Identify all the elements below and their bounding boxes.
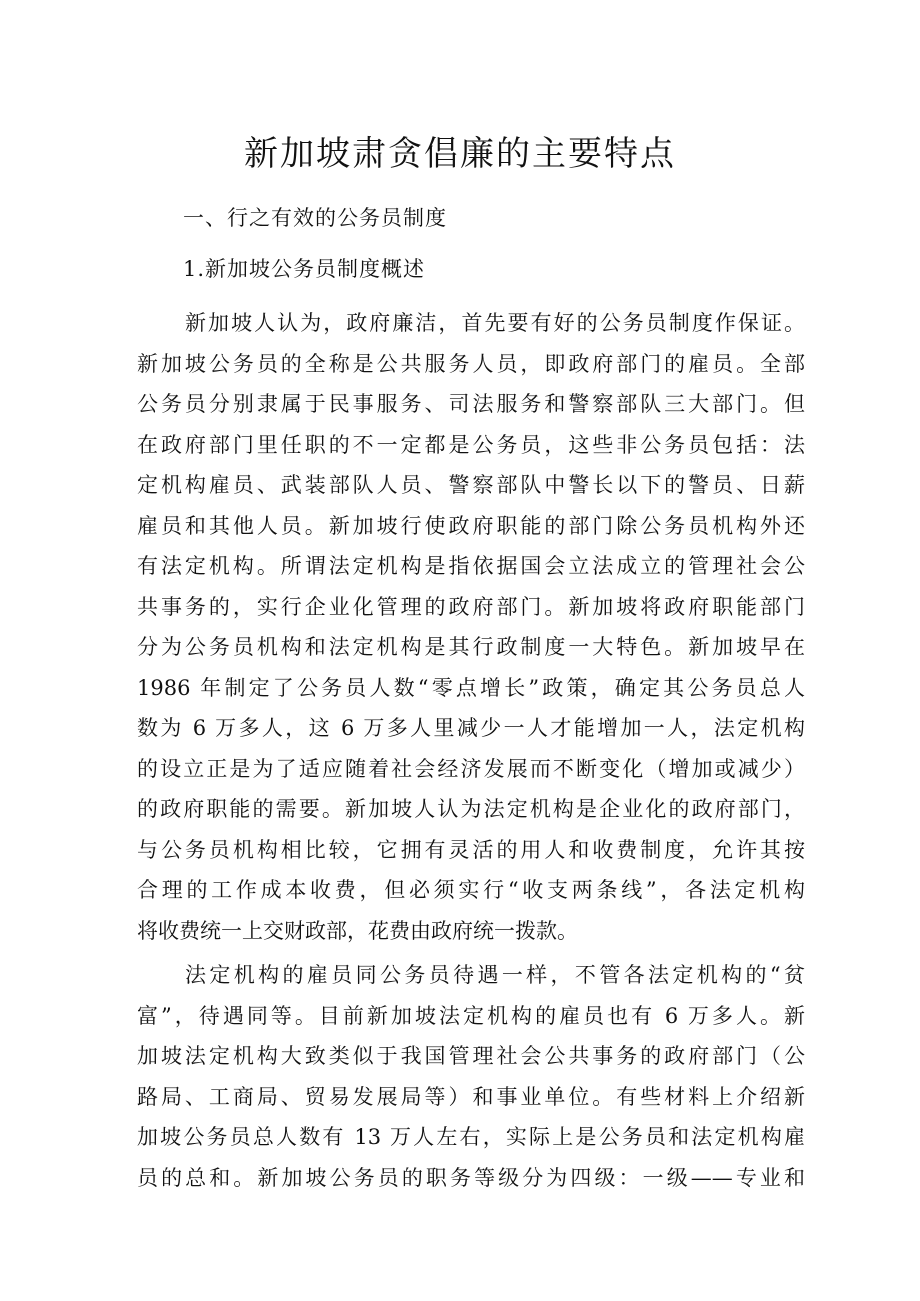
paragraph-line: 富”，待遇同等。目前新加坡法定机构的雇员也有 6 万多人。新 <box>137 1003 805 1028</box>
paragraph-line: 在政府部门里任职的不一定都是公务员，这些非公务员包括：法 <box>137 432 805 457</box>
paragraph-line: 雇员和其他人员。新加坡行使政府职能的部门除公务员机构外还 <box>137 513 805 538</box>
paragraph-line: 新加坡人认为，政府廉洁，首先要有好的公务员制度作保证。 <box>185 311 805 335</box>
paragraph-line: 共事务的，实行企业化管理的政府部门。新加坡将政府职能部门 <box>137 594 805 619</box>
body-paragraph-2 <box>137 955 805 1198</box>
paragraph-line: 路局、工商局、贸易发展局等）和事业单位。有些材料上介绍新 <box>137 1084 805 1109</box>
subsection-heading: 1.新加坡公务员制度概述 <box>183 257 426 281</box>
paragraph-line: 公务员分别隶属于民事服务、司法服务和警察部队三大部门。但 <box>137 392 805 416</box>
paragraph-line: 的设立正是为了适应随着社会经济发展而不断变化（增加或减少） <box>137 756 805 781</box>
paragraph-line: 有法定机构。所谓法定机构是指依据国会立法成立的管理社会公 <box>137 554 805 578</box>
document-title: 新加坡肃贪倡廉的主要特点 <box>244 134 676 174</box>
section-heading: 一、行之有效的公务员制度 <box>183 206 447 230</box>
paragraph-line: 加坡公务员总人数有 13 万人左右，实际上是公务员和法定机构雇 <box>137 1125 805 1149</box>
paragraph-line: 1986 年制定了公务员人数“零点增长”政策，确定其公务员总人 <box>137 675 805 700</box>
paragraph-line: 加坡法定机构大致类似于我国管理社会公共事务的政府部门（公 <box>137 1044 805 1068</box>
paragraph-line: 员的总和。新加坡公务员的职务等级分为四级：一级——专业和 <box>137 1165 805 1190</box>
paragraph-line: 合理的工作成本收费，但必须实行“收支两条线”，各法定机构 <box>137 878 805 902</box>
paragraph-line: 数为 6 万多人，这 6 万多人里减少一人才能增加一人，法定机构 <box>137 716 805 740</box>
paragraph-line: 定机构雇员、武装部队人员、警察部队中警长以下的警员、日薪 <box>137 473 805 497</box>
paragraph-line: 将收费统一上交财政部，花费由政府统一拨款。 <box>137 918 578 943</box>
paragraph-line: 新加坡公务员的全称是公共服务人员，即政府部门的雇员。全部 <box>137 351 805 376</box>
paragraph-line: 的政府职能的需要。新加坡人认为法定机构是企业化的政府部门， <box>137 797 805 821</box>
paragraph-line: 分为公务员机构和法定机构是其行政制度一大特色。新加坡早在 <box>137 635 805 659</box>
paragraph-line: 法定机构的雇员同公务员待遇一样，不管各法定机构的“贫 <box>185 963 805 987</box>
paragraph-line: 与公务员机构相比较，它拥有灵活的用人和收费制度，允许其按 <box>137 837 805 862</box>
body-paragraph-1 <box>137 303 805 951</box>
